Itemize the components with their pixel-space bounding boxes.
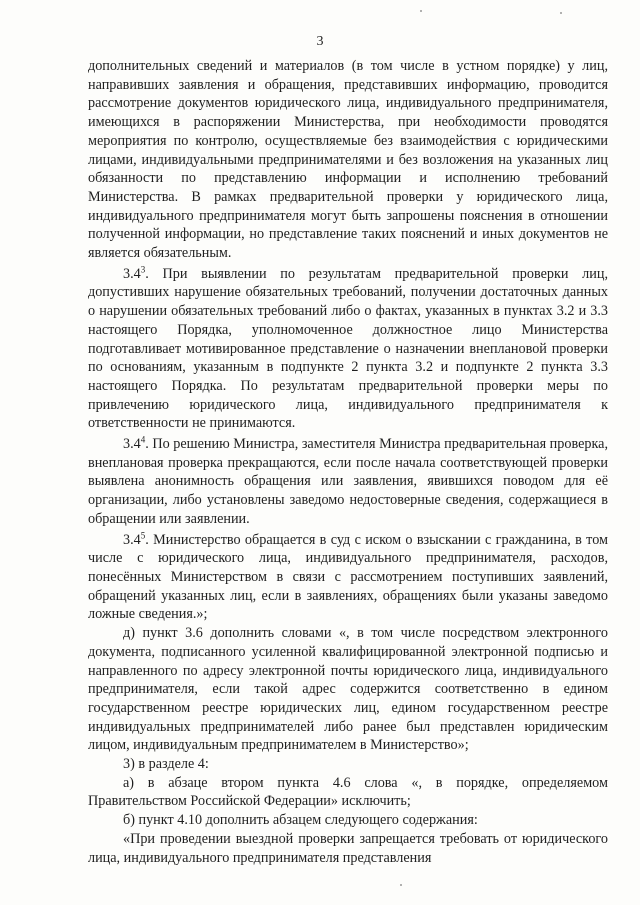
clause-superscript: 5 (140, 529, 146, 540)
clause-text: . При выявлении по результатам предварительной проверки лиц, допустивших нарушение обязательных требований, получении достаточных данных о нарушении обязательных требований либо о фактах, указанных в пунктах 3.2 и 3.3 настоящего Порядка, уполномоченное должностное лицо Министерства подготавливает мотивированное представление о назначении внеплановой проверки по основаниям, указанным в подпункте 2 пункта 3.2 и подпункте 2 пункта 3.3 настоящего Порядка. По результатам предварительной проверки меры по привлечению юридического лица, индивидуального предпринимателя к ответственности не принимаются. (88, 265, 608, 432)
paragraph-section-4: 3) в разделе 4: (123, 756, 209, 773)
paragraph-continuation: дополнительных сведений и материалов (в том числе в устном порядке) у лиц, направивших заявления и обращения, представивших информацию, проводится рассмотрение документов юридического лица, индивидуального предпринимателя, имеющихся в распоряжении Министерства, при необходимости проводятся мероприятия по контролю, осуществляемые без взаимодействия с юридическими лицами, индивидуальными предпринимателями и без возложения на указанных лиц обязанности по представлению информации и исполнению требований Министерства. В рамках предварительной проверки у юридического лица, индивидуального предпринимателя могут быть запрошены пояснения в отношении полученной информации, но представление таких пояснений и иных документов не является обязательным. (88, 58, 608, 262)
page-number: 3 (316, 34, 324, 49)
clause-text: . По решению Министра, заместителя Министра предварительная проверка, внеплановая проверка прекращаются, если после начала соответствующей проверки выявлена анонимность обращения или заявления, явившихся поводом для её организации, либо установлены заведомо недостоверные сведения, содержащиеся в обращении или заявлении. (88, 436, 608, 527)
clause-text: . Министерство обращается в суд с иском о взыскании с гражданина, в том числе с юридического лица, индивидуального предпринимателя, расходов, понесённых Министерством в связи с рассмотрением поступивших заявлений, обращений указанных лиц, если в заявлениях, обращениях были указаны заведомо ложные сведения.»; (88, 531, 608, 623)
document-body (88, 57, 608, 867)
clause-superscript: 3 (140, 264, 146, 274)
paragraph-3-4-4 (88, 435, 608, 529)
clause-superscript: 4 (140, 434, 146, 445)
paragraph-3-4-3 (88, 265, 608, 433)
scan-speck (400, 884, 402, 886)
clause-number: 3.4 (123, 265, 141, 282)
paragraph-quote-start: «При проведении выездной проверки запрещается требовать от юридического лица, индивидуального предпринимателя представления (88, 830, 608, 866)
paragraph-amendment-b: б) пункт 4.10 дополнить абзацем следующего содержания: (123, 812, 478, 829)
paragraph-amendment-d: д) пункт 3.6 дополнить словами «, в том числе посредством электронного документа, подписанного усиленной квалифицированной электронной подписью и направленного по адресу электронной почты юридического лица, индивидуального предпринимателя, если такой адрес содержится соответственно в едином государственном реестре юридических лиц, едином государственном реестре индивидуальных предпринимателей либо ранее был представлен юридическим лицом, индивидуальным предпринимателем в Министерство»; (88, 625, 608, 754)
paragraph-amendment-a: а) в абзаце втором пункта 4.6 слова «, в порядке, определяемом Правительством Российской Федерации» исключить; (88, 774, 608, 810)
scan-speck (560, 12, 562, 14)
scan-speck (420, 10, 422, 12)
clause-number: 3.4 (123, 436, 141, 453)
paragraph-3-4-5 (88, 531, 608, 625)
clause-number: 3.4 (123, 531, 141, 548)
